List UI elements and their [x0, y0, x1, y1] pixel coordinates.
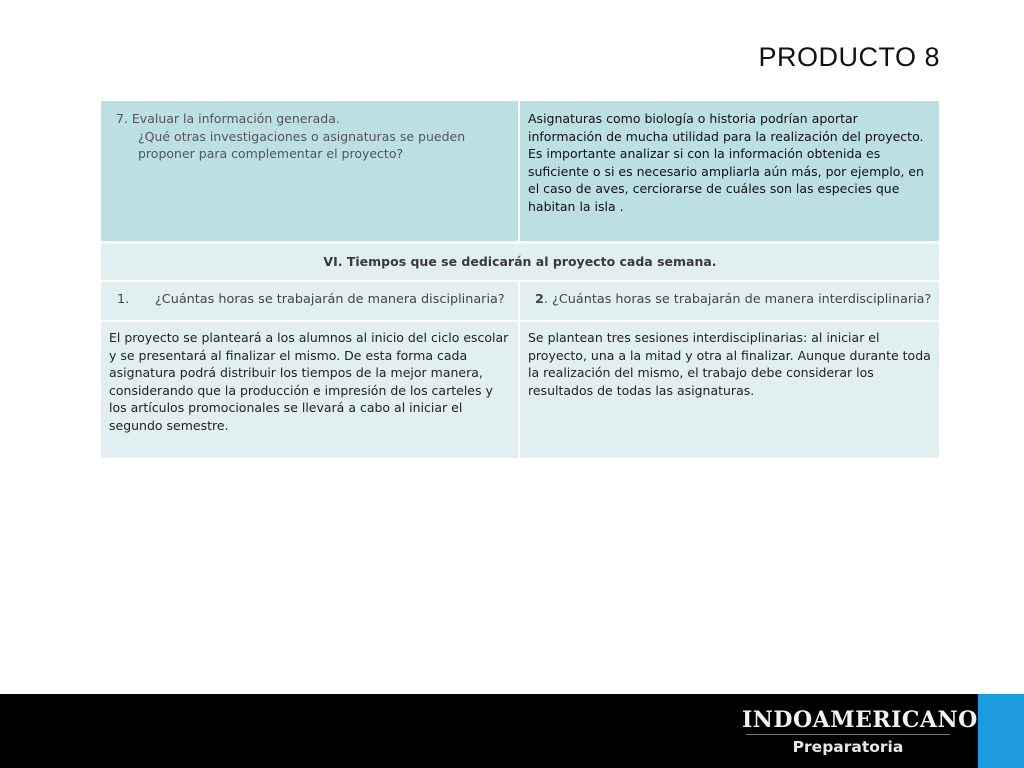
question-2-text: . ¿Cuántas horas se trabajarán de manera interdisciplinaria? [543, 292, 932, 307]
question-2-cell [520, 282, 939, 320]
answer-2-cell: Se plantean tres sesiones interdisciplinarias: al iniciar el proyecto, una a la mitad y otra al finalizar. Aunque durante toda la realización del mismo, el trabajo debe considerar los resultados de todas las asignaturas. [520, 322, 939, 458]
evaluation-answer-cell [520, 101, 939, 241]
question-1-cell [101, 282, 520, 320]
logo-divider [746, 734, 950, 735]
page-title: PRODUCTO 8 [758, 42, 940, 72]
footer-accent [978, 694, 1024, 768]
table-row [101, 244, 939, 280]
table-row [101, 101, 939, 241]
table-row [101, 282, 939, 320]
answer-1-cell: El proyecto se planteará a los alumnos al inicio del ciclo escolar y se presentará al finalizar el mismo. De esta forma cada asignatura podrá distribuir los tiempos de la mejor manera, considerando que la producción e impresión de los carteles y los artículos promocionales se llevará a cabo al iniciar el segundo semestre. [101, 322, 520, 458]
question-2-number: 2 [535, 292, 544, 307]
evaluation-answer-text1: Asignaturas como biología o historia podrían aportar información de mucha utilidad para la realización del proyecto. [528, 111, 924, 144]
content-table [101, 101, 939, 458]
evaluation-answer-text2: Es importante analizar si con la información obtenida es suficiente o si es necesario ampliarla aún más, por ejemplo, en el caso de aves, cerciorarse de cuáles son las especies que habitan la isla . [528, 146, 924, 214]
evaluation-question: ¿Qué otras investigaciones o asignaturas se pueden proponer para complementar el proyecto? [138, 128, 466, 161]
question-1-number: 1. [117, 292, 130, 307]
evaluation-step: 7. Evaluar la información generada. [116, 111, 340, 126]
table-row [101, 322, 939, 458]
question-1-text: ¿Cuántas horas se trabajarán de manera disciplinaria? [155, 292, 505, 307]
section-header: VI. Tiempos que se dedicarán al proyecto cada semana. [101, 244, 939, 280]
indoamericano-logo [742, 707, 978, 758]
evaluation-question-cell [101, 101, 520, 241]
logo-main-text: INDOAMERICANO [742, 707, 978, 733]
logo-sub-text: Preparatoria [792, 738, 904, 756]
